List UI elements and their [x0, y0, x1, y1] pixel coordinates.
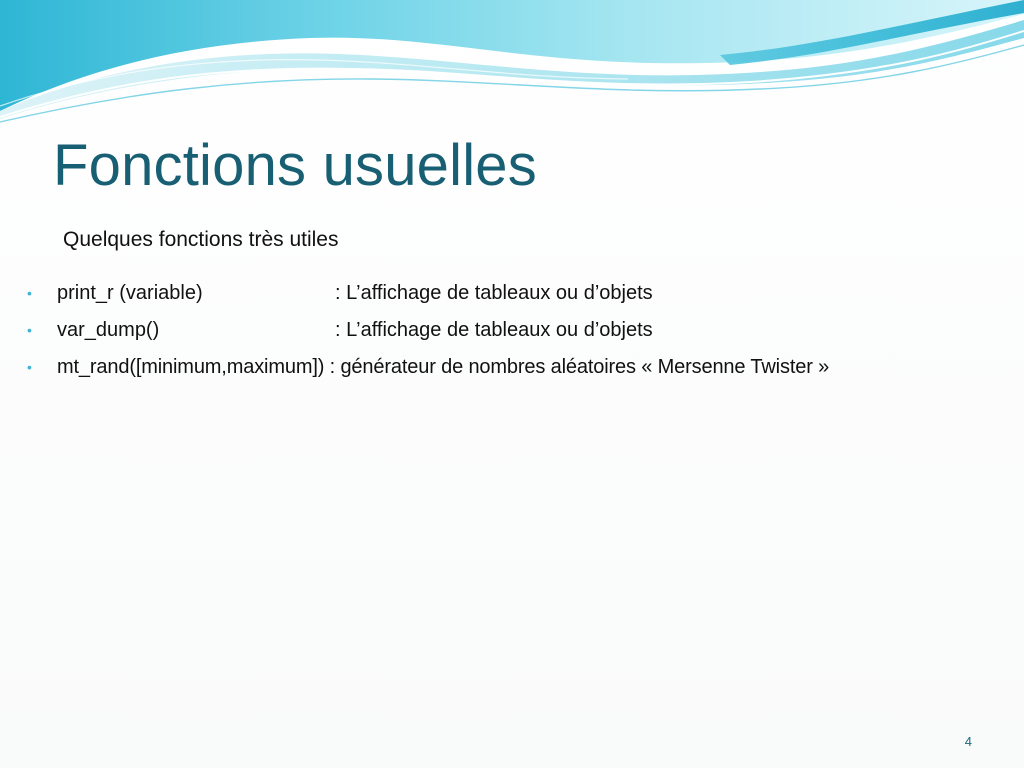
bullet-item-var-dump [0, 314, 1024, 351]
function-name: print_r (variable) [57, 282, 203, 304]
slide-subtitle: Quelques fonctions très utiles [63, 228, 339, 251]
bullet-dot-icon: • [27, 285, 32, 301]
bullet-dot-icon: • [27, 359, 32, 375]
bullet-item-mt-rand [0, 351, 1024, 388]
function-description: : L’affichage de tableaux ou d’objets [335, 319, 653, 341]
decorative-wave-banner [0, 0, 1024, 130]
function-bullet-text: mt_rand([minimum,maximum]) : générateur de nombres aléatoires « Mersenne Twister » [57, 356, 830, 378]
slide-title: Fonctions usuelles [53, 133, 537, 198]
function-bullet-list [0, 277, 1024, 388]
function-description: : L’affichage de tableaux ou d’objets [335, 282, 653, 304]
page-number: 4 [964, 734, 972, 749]
bullet-item-print-r [0, 277, 1024, 314]
bullet-dot-icon: • [27, 322, 32, 338]
function-name: var_dump() [57, 319, 160, 341]
